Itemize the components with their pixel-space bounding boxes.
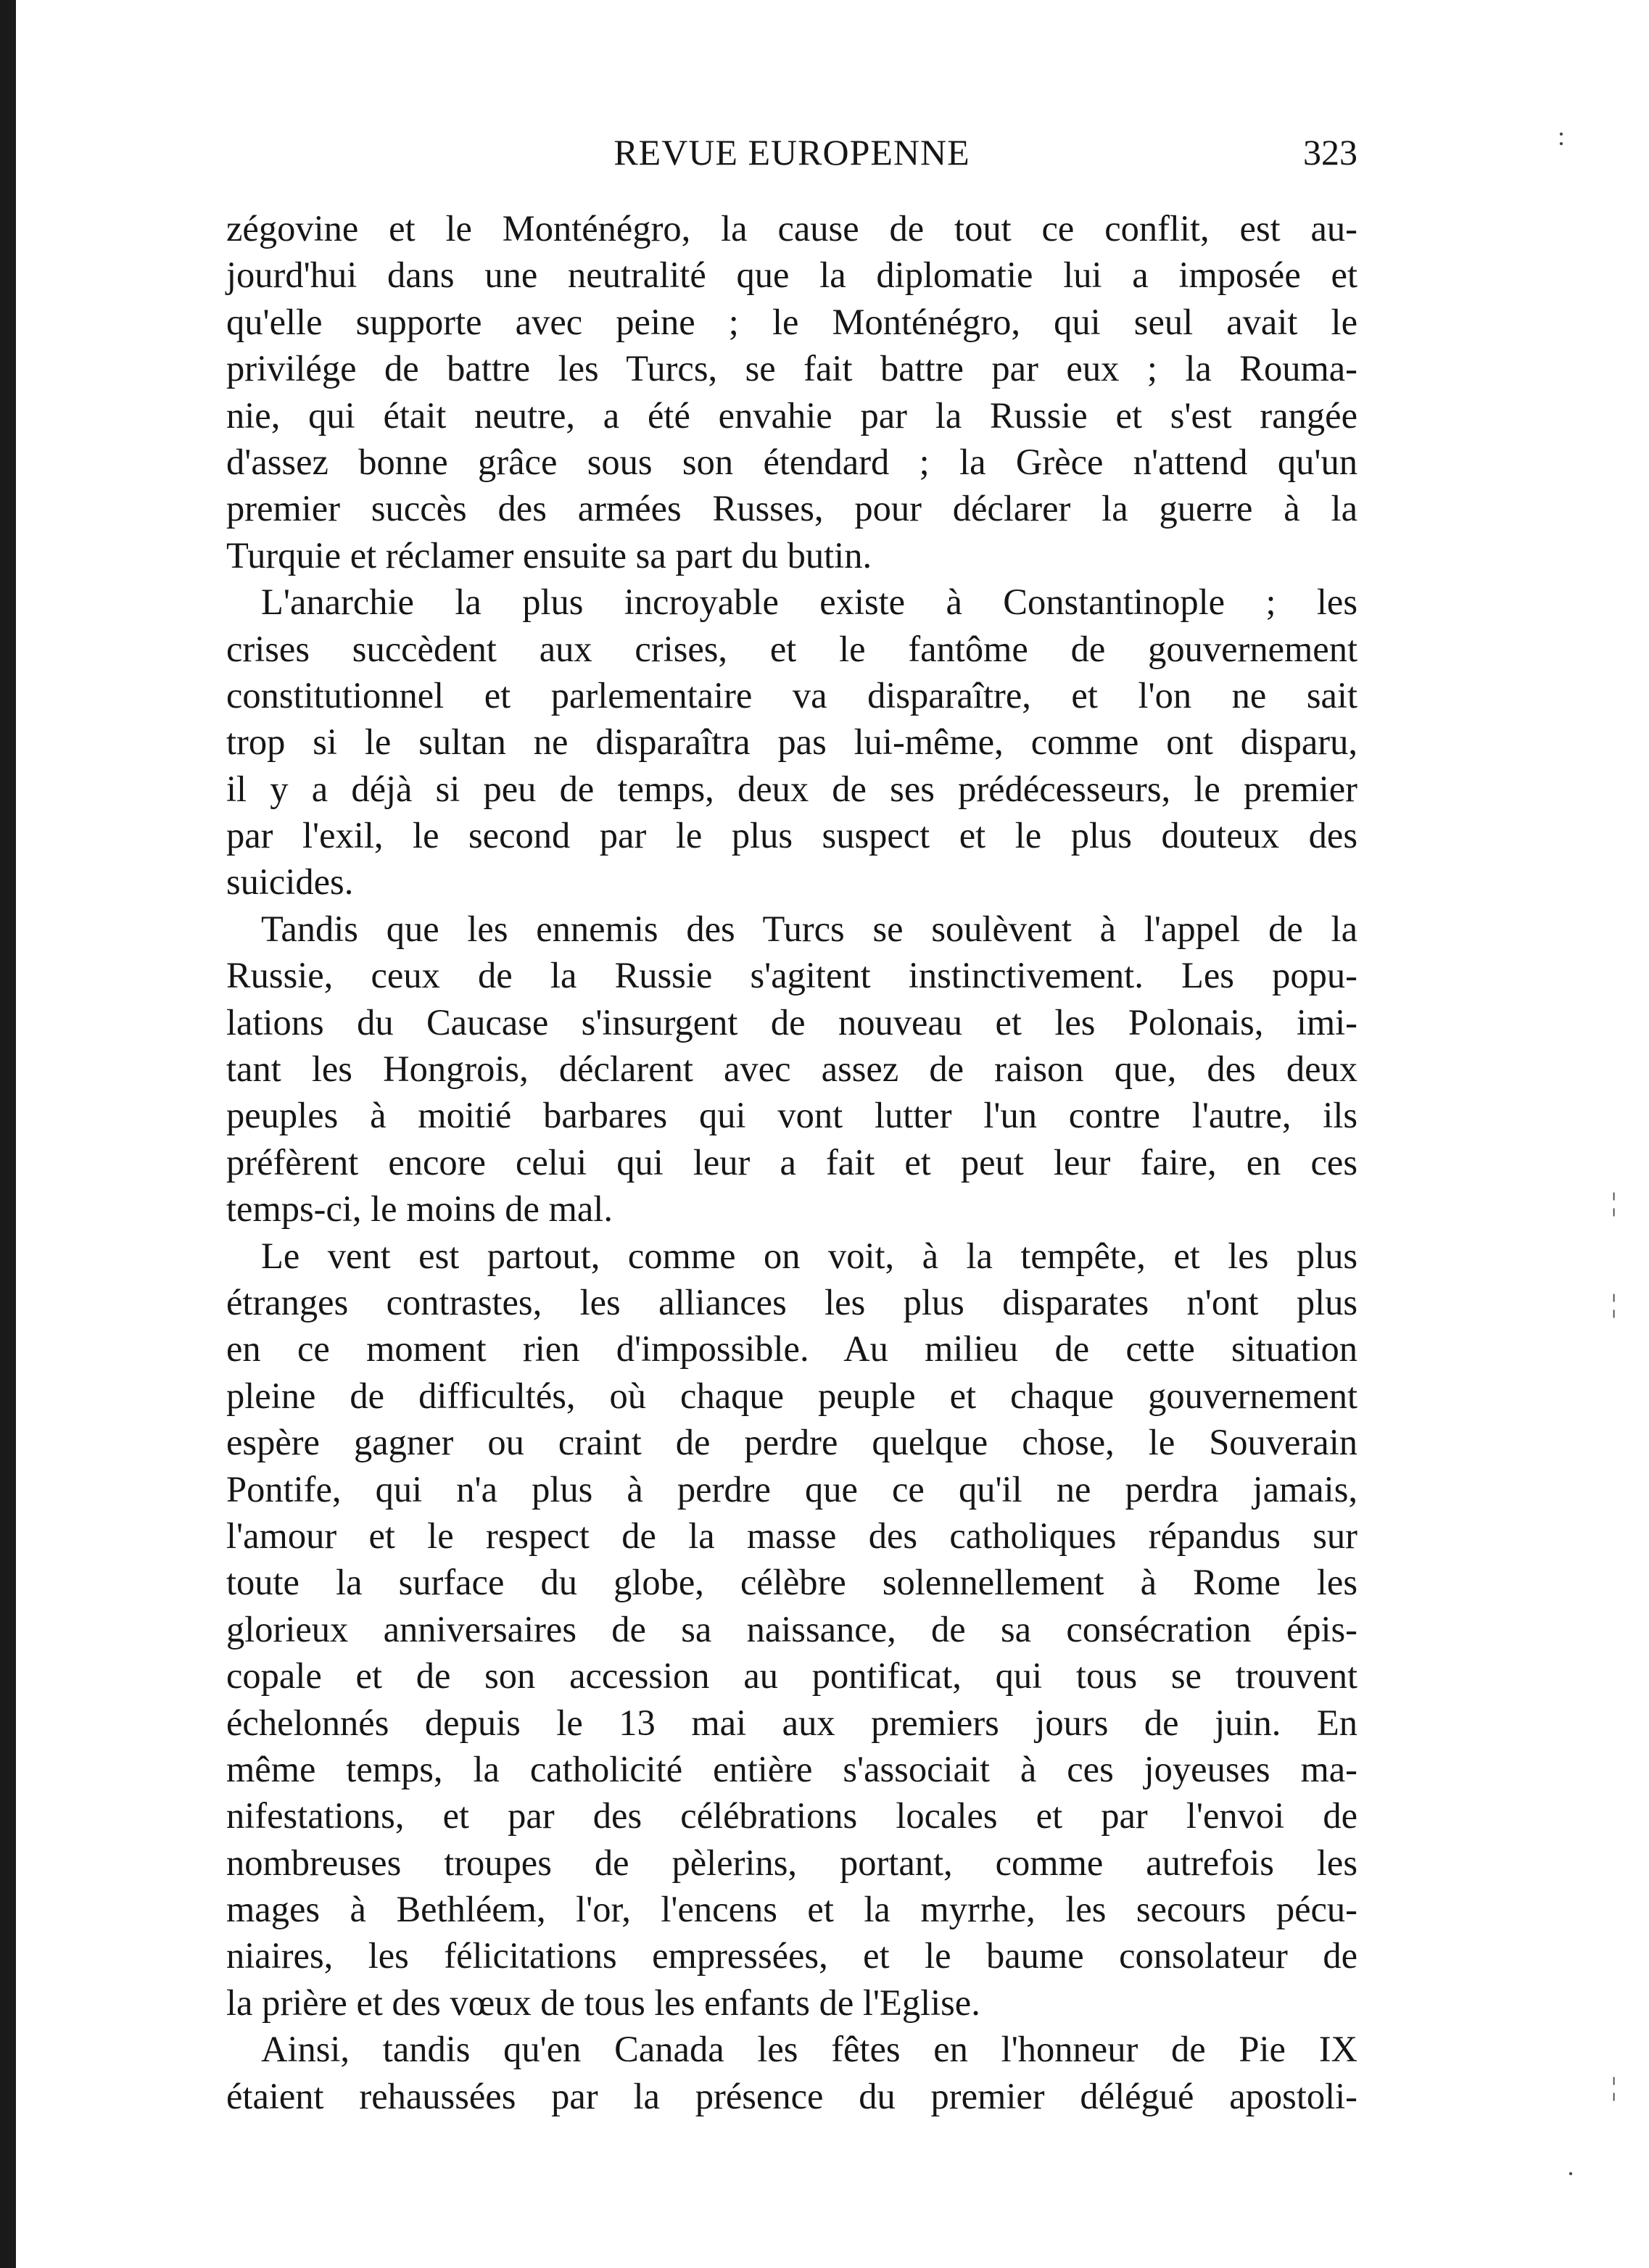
margin-speck: ¦ bbox=[1611, 1289, 1617, 1318]
text-line: d'assez bonne grâce sous son étendard ; la Grèce n'attend qu'un bbox=[226, 441, 1357, 482]
text-line: mages à Bethléem, l'or, l'encens et la myrrhe, les secours pécu- bbox=[226, 1889, 1357, 1930]
text-line: même temps, la catholicité entière s'associait à ces joyeuses ma- bbox=[226, 1748, 1357, 1789]
text-line: suicides. bbox=[226, 861, 354, 903]
text-line: temps-ci, le moins de mal. bbox=[226, 1188, 613, 1230]
text-line: jourd'hui dans une neutralité que la diplomatie lui a imposée et bbox=[226, 254, 1357, 296]
text-line: nifestations, et par des célébrations locales et par l'envoi de bbox=[226, 1795, 1357, 1837]
margin-speck: : bbox=[1558, 122, 1566, 151]
text-line: constitutionnel et parlementaire va disparaître, et l'on ne sait bbox=[226, 674, 1357, 716]
text-line: par l'exil, le second par le plus suspect et le plus douteux des bbox=[226, 815, 1357, 856]
margin-speck: · bbox=[1566, 2159, 1575, 2188]
running-header bbox=[226, 123, 1357, 181]
text-line: pleine de difficultés, où chaque peuple et chaque gouvernement bbox=[226, 1375, 1357, 1416]
text-line: toute la surface du globe, célèbre solennellement à Rome les bbox=[226, 1562, 1357, 1603]
text-line: lations du Caucase s'insurgent de nouveau et les Polonais, imi- bbox=[226, 1001, 1357, 1043]
text-line: Turquie et réclamer ensuite sa part du butin. bbox=[226, 534, 872, 576]
text-line: zégovine et le Monténégro, la cause de tout ce conflit, est au- bbox=[226, 208, 1357, 249]
text-line: crises succèdent aux crises, et le fantôme de gouvernement bbox=[226, 628, 1357, 669]
text-line: nombreuses troupes de pèlerins, portant, comme autrefois les bbox=[226, 1842, 1357, 1883]
text-line: étranges contrastes, les alliances les plus disparates n'ont plus bbox=[226, 1281, 1357, 1323]
page-number: 323 bbox=[1303, 132, 1357, 173]
text-line: Pontife, qui n'a plus à perdre que ce qu'il ne perdra jamais, bbox=[226, 1468, 1357, 1510]
margin-speck: ¦ bbox=[1611, 1188, 1617, 1217]
text-line: Ainsi, tandis qu'en Canada les fêtes en l'honneur de Pie IX bbox=[261, 2029, 1357, 2070]
text-line: privilége de battre les Turcs, se fait battre par eux ; la Rouma- bbox=[226, 348, 1357, 389]
text-line: niaires, les félicitations empressées, et le baume consolateur de bbox=[226, 1935, 1357, 1977]
text-line: qu'elle supporte avec peine ; le Monténégro, qui seul avait le bbox=[226, 301, 1357, 342]
text-line: L'anarchie la plus incroyable existe à Constantinople ; les bbox=[261, 582, 1357, 623]
text-line: trop si le sultan ne disparaîtra pas lui-même, comme ont disparu, bbox=[226, 721, 1357, 763]
running-title: REVUE EUROPENNE bbox=[613, 132, 970, 173]
body-text bbox=[226, 205, 1357, 2119]
text-line: glorieux anniversaires de sa naissance, de sa consécration épis- bbox=[226, 1608, 1357, 1650]
text-line: Le vent est partout, comme on voit, à la tempête, et les plus bbox=[261, 1235, 1357, 1276]
text-line: peuples à moitié barbares qui vont lutter l'un contre l'autre, ils bbox=[226, 1095, 1357, 1136]
page-binding-edge bbox=[0, 0, 16, 2268]
text-line: espère gagner ou craint de perdre quelque chose, le Souverain bbox=[226, 1422, 1357, 1463]
text-line: copale et de son accession au pontificat, qui tous se trouvent bbox=[226, 1655, 1357, 1697]
text-line: nie, qui était neutre, a été envahie par la Russie et s'est rangée bbox=[226, 394, 1357, 436]
text-line: la prière et des vœux de tous les enfants de l'Eglise. bbox=[226, 1982, 980, 2023]
text-line: échelonnés depuis le 13 mai aux premiers jours de juin. En bbox=[226, 1702, 1357, 1743]
text-line: préfèrent encore celui qui leur a fait et peut leur faire, en ces bbox=[226, 1141, 1357, 1183]
text-line: premier succès des armées Russes, pour déclarer la guerre à la bbox=[226, 488, 1357, 529]
text-line: l'amour et le respect de la masse des catholiques répandus sur bbox=[226, 1515, 1357, 1556]
text-line: tant les Hongrois, déclarent avec assez de raison que, des deux bbox=[226, 1048, 1357, 1090]
margin-speck: ¦ bbox=[1611, 2072, 1617, 2101]
text-line: en ce moment rien d'impossible. Au milieu de cette situation bbox=[226, 1328, 1357, 1370]
text-line: Tandis que les ennemis des Turcs se soulèvent à l'appel de la bbox=[261, 908, 1357, 949]
text-line: il y a déjà si peu de temps, deux de ses prédécesseurs, le premier bbox=[226, 768, 1357, 809]
text-line: étaient rehaussées par la présence du premier délégué apostoli- bbox=[226, 2075, 1357, 2116]
text-line: Russie, ceux de la Russie s'agitent instinctivement. Les popu- bbox=[226, 955, 1357, 996]
